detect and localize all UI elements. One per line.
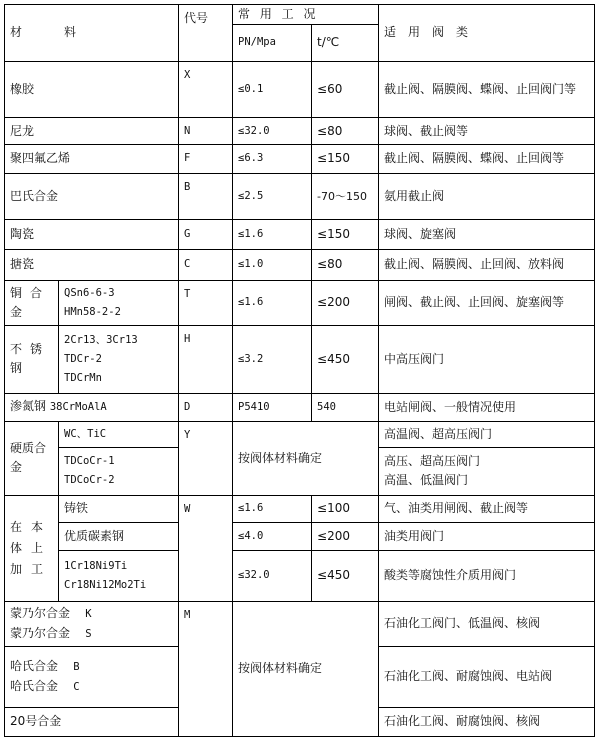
material-code: K [85,607,92,620]
pn-cell: ≤1.6 [233,280,312,325]
grade-cell [59,326,179,394]
pn-cell: ≤32.0 [233,118,312,145]
pn-cell: ≤32.0 [233,551,312,601]
application-cell: 石油化工阀门、低温阀、核阀 [379,601,595,646]
material-line [10,657,173,677]
grade-line: Cr18Ni12Mo2Ti [64,578,147,591]
temp-cell: ≤200 [312,280,379,325]
application-cell: 石油化工阀、耐腐蚀阀、电站阀 [379,647,595,708]
application-cell: 酸类等腐蚀性介质用阀门 [379,551,595,601]
application-cell: 石油化工阀、耐腐蚀阀、核阀 [379,707,595,736]
pn-cell: ≤1.0 [233,250,312,280]
material-cell: 铜合金 [5,280,59,325]
code-cell: N [179,118,233,145]
material-code: B [73,660,80,673]
material-label: 蒙乃尔合金 [10,605,71,620]
application-cell: 截止阀、隔膜阀、蝶阀、止回阀等 [379,145,595,173]
grade-label: 38CrMoAlA [49,401,107,414]
grade-line: 2Cr13、3Cr13 [64,333,138,346]
temp-cell: -70～150 [312,173,379,219]
material-cell: 20号合金 [5,707,179,736]
material-cell [5,647,179,708]
application-cell: 截止阀、隔膜阀、止回阀、放料阀 [379,250,595,280]
material-cell: 不锈钢 [5,326,59,394]
grade-line: 1Cr18Ni9Ti [64,559,128,572]
condition-cell: 按阀体材料确定 [233,601,379,736]
code-cell: H [179,326,233,394]
code-cell: W [179,495,233,601]
application-cell: 气、油类用闸阀、截止阀等 [379,495,595,522]
code-cell: T [179,280,233,325]
material-line [10,604,173,624]
grade-cell [59,448,179,495]
code-cell: Y [179,421,233,495]
valve-sealing-material-table [4,4,595,737]
temp-cell: ≤450 [312,551,379,601]
material-label: 哈氏合金 [10,678,59,693]
application-cell: 中高压阀门 [379,326,595,394]
temp-cell: ≤450 [312,326,379,394]
grade-cell: WC、TiC [59,421,179,447]
application-cell: 氨用截止阀 [379,173,595,219]
material-cell: 在本体上加工 [5,495,59,601]
application-cell [379,448,595,495]
grade-line: TDCoCr-2 [64,474,115,487]
grade-line: HMn58-2-2 [64,305,121,318]
pn-cell: ≤0.1 [233,61,312,118]
application-cell: 截止阀、隔膜阀、蝶阀、止回阀门等 [379,61,595,118]
code-cell: F [179,145,233,173]
pn-cell: ≤4.0 [233,522,312,550]
application-cell: 球阀、旋塞阀 [379,220,595,250]
pn-cell: ≤2.5 [233,173,312,219]
application-cell: 闸阀、截止阀、止回阀、旋塞阀等 [379,280,595,325]
material-cell: 橡胶 [5,61,179,118]
material-line [10,624,173,644]
material-cell: 尼龙 [5,118,179,145]
temp-cell: 540 [312,393,379,421]
material-cell [5,601,179,646]
code-cell: B [179,173,233,219]
header-application: 适 用 阀 类 [379,5,595,62]
material-label: 哈氏合金 [10,658,59,673]
grade-line: TDCrMn [64,371,102,384]
header-temp: t/℃ [312,25,379,61]
material-code: S [85,627,92,640]
material-cell: 陶瓷 [5,220,179,250]
grade-cell [59,551,179,601]
pn-cell: ≤3.2 [233,326,312,394]
material-code: C [73,680,80,693]
application-line: 高温、低温阀门 [384,473,469,488]
header-material: 材 料 [5,5,179,62]
code-cell: D [179,393,233,421]
temp-cell: ≤100 [312,495,379,522]
header-condition: 常 用 工 况 [233,5,379,25]
code-cell: G [179,220,233,250]
application-cell: 油类用阀门 [379,522,595,550]
material-line [10,677,173,697]
material-label: 渗氮钢 [10,399,47,414]
code-cell: X [179,61,233,118]
grade-line: QSn6-6-3 [64,286,115,299]
pn-cell: ≤6.3 [233,145,312,173]
temp-cell: ≤80 [312,250,379,280]
header-code: 代号 [179,5,233,62]
grade-line: TDCr-2 [64,352,102,365]
material-cell: 搪瓷 [5,250,179,280]
grade-cell: 铸铁 [59,495,179,522]
temp-cell: ≤60 [312,61,379,118]
temp-cell: ≤150 [312,220,379,250]
material-cell [5,393,179,421]
condition-cell: 按阀体材料确定 [233,421,379,495]
material-cell: 聚四氟乙烯 [5,145,179,173]
pn-cell: P5410 [233,393,312,421]
header-pn: PN/Mpa [233,25,312,61]
material-label: 蒙乃尔合金 [10,625,71,640]
grade-cell: 优质碳素钢 [59,522,179,550]
application-line: 高压、超高压阀门 [384,454,481,469]
code-cell: M [179,601,233,736]
code-cell: C [179,250,233,280]
pn-cell: ≤1.6 [233,495,312,522]
grade-line: TDCoCr-1 [64,455,115,468]
temp-cell: ≤80 [312,118,379,145]
application-cell: 电站闸阀、一般情况使用 [379,393,595,421]
material-cell: 巴氏合金 [5,173,179,219]
application-cell: 球阀、截止阀等 [379,118,595,145]
temp-cell: ≤200 [312,522,379,550]
grade-cell [59,280,179,325]
pn-cell: ≤1.6 [233,220,312,250]
material-cell: 硬质合金 [5,421,59,495]
application-cell: 高温阀、超高压阀门 [379,421,595,447]
temp-cell: ≤150 [312,145,379,173]
